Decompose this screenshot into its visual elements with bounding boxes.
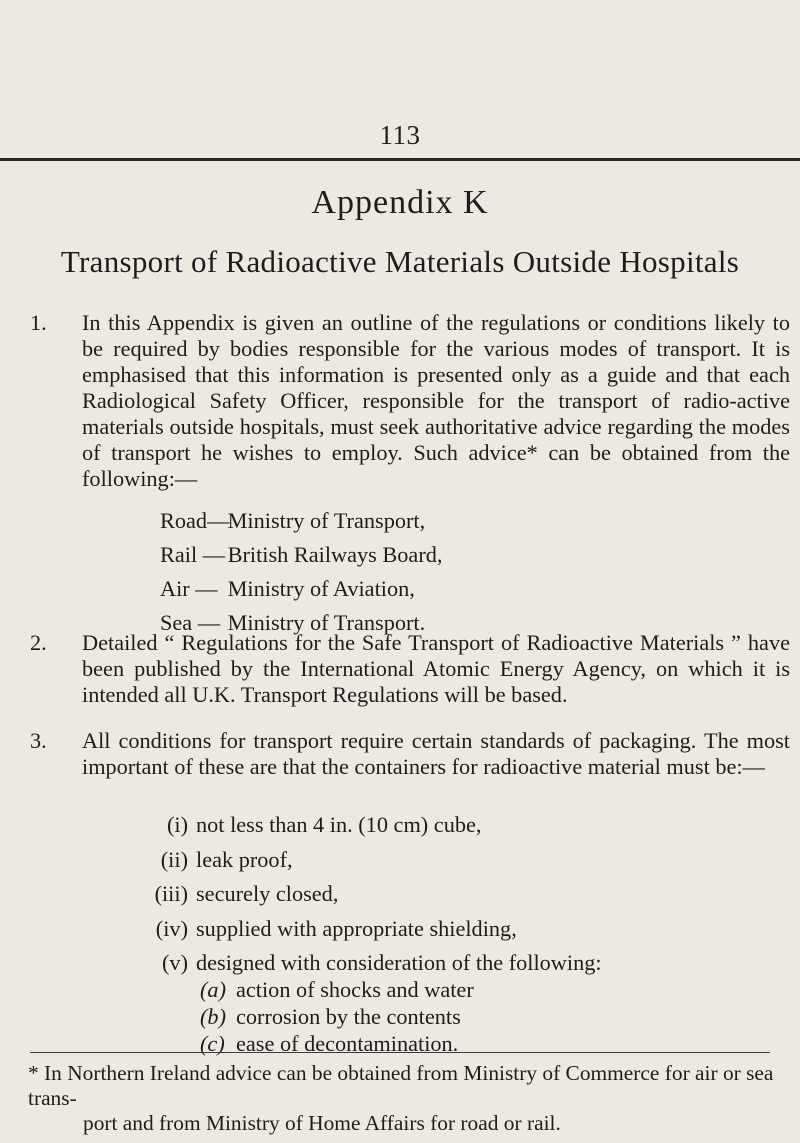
list-item — [200, 976, 474, 1003]
authority-body: Ministry of Transport. — [227, 610, 426, 635]
list-item — [160, 504, 442, 538]
subcondition-label: (b) — [200, 1004, 226, 1029]
top-rule — [0, 158, 800, 161]
condition-label: (ii) — [160, 846, 188, 872]
paragraph-2 — [0, 630, 800, 708]
authority-body: British Railways Board, — [227, 542, 443, 567]
condition-label: (iv) — [155, 915, 188, 941]
paragraph-3 — [0, 728, 800, 780]
footnote-line-1: * In Northern Ireland advice can be obtained from Ministry of Commerce for air or sea trans- — [28, 1061, 774, 1110]
transport-mode: Air — — [160, 576, 218, 601]
list-item — [200, 1003, 474, 1030]
condition-text: not less than 4 in. (10 cm) cube, — [196, 812, 482, 837]
authority-body: Ministry of Transport, — [227, 508, 426, 533]
footnote-rule — [30, 1052, 770, 1053]
transport-mode: Sea — — [160, 610, 221, 635]
appendix-subtitle: Transport of Radioactive Materials Outside Hospitals — [60, 244, 740, 279]
paragraph-text: In this Appendix is given an outline of the regulations or conditions likely to be required by bodies responsible for the various modes of transport. It is emphasised that this information is presented only as a guide and that each Radiological Safety Officer, responsible for the transport of radio-active materials outside hospitals, must seek authoritative advice regarding the modes of transport he wishes to employ. Such advice* can be obtained from the following:— — [82, 310, 790, 491]
condition-text: designed with consideration of the following: — [196, 950, 602, 975]
paragraph-number: 1. — [30, 310, 47, 335]
subcondition-text: action of shocks and water — [236, 977, 474, 1002]
paragraph-1 — [0, 310, 800, 492]
list-item — [140, 877, 602, 912]
paragraph-number: 2. — [30, 630, 47, 655]
subcondition-text: ease of decontamination. — [236, 1031, 459, 1056]
authority-list — [160, 504, 442, 640]
list-item — [140, 808, 602, 843]
list-item — [160, 572, 442, 606]
appendix-title: Appendix K — [311, 184, 489, 221]
list-item — [140, 843, 602, 878]
paragraph-text: All conditions for transport require certain standards of packaging. The most important of these are that the containers for radioactive material must be:— — [82, 728, 790, 779]
transport-mode: Road— — [160, 508, 230, 533]
conditions-list — [140, 808, 602, 981]
list-item — [140, 912, 602, 947]
subconditions-list — [200, 976, 474, 1057]
paragraph-text: Detailed “ Regulations for the Safe Transport of Radioactive Materials ” have been published by the International Atomic Energy Agency, on which it is intended all U.K. Transport Regulations will be based. — [82, 630, 790, 707]
condition-text: leak proof, — [196, 846, 293, 872]
paragraph-number: 3. — [30, 728, 47, 753]
subcondition-label: (a) — [200, 977, 226, 1002]
footnote-line-2: port and from Ministry of Home Affairs for road or rail. — [83, 1111, 561, 1135]
footnote — [28, 1061, 788, 1136]
subcondition-label: (c) — [200, 1031, 225, 1056]
authority-body: Ministry of Aviation, — [227, 576, 415, 601]
list-item — [160, 538, 442, 572]
condition-label: (i) — [166, 812, 188, 837]
condition-text: supplied with appropriate shielding, — [196, 915, 517, 941]
condition-label: (v) — [162, 950, 188, 975]
transport-mode: Rail — — [160, 542, 226, 567]
condition-label: (iii) — [154, 881, 188, 906]
subcondition-text: corrosion by the contents — [236, 1004, 461, 1029]
page-number: 113 — [379, 120, 421, 150]
condition-text: securely closed, — [196, 881, 339, 906]
